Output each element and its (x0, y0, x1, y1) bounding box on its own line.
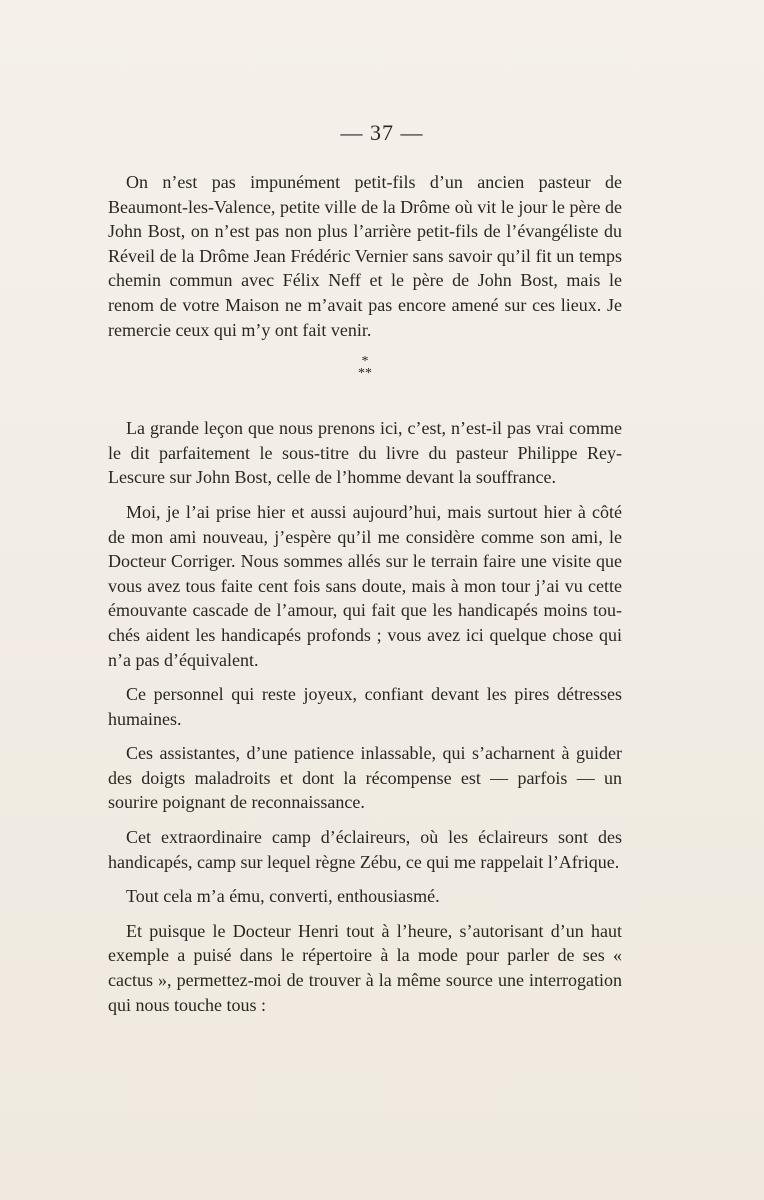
section-separator (108, 356, 622, 380)
paragraph: Cet extraordinaire camp d’éclaireurs, où les éclaireurs sont des handicapés, camp sur lequel règne Zébu, ce qui me rappelait l’Afrique. (108, 827, 622, 872)
paragraph: Ce personnel qui reste joyeux, confiant devant les pires détresses humaines. (108, 684, 622, 729)
paragraph: Ces assistantes, d’une patience inlassable, qui s’acharnent à guider des doigts maladroits et dont la récompense est — parfois — un sourire poignant de reconnaissance. (108, 743, 622, 813)
document-body (108, 170, 622, 1027)
paragraph: Tout cela m’a ému, converti, enthousiasmé. (126, 886, 440, 907)
separator-asterisk-bottom: ** (358, 366, 372, 382)
paragraph: Moi, je l’ai prise hier et aussi aujourd’hui, mais surtout hier à côté de mon ami nouveau, j’espère qu’il me considère comme son ami, le Docteur Corriger. Nous sommes allés sur le terrain faire une visite que vous avez tous faite cent fois sans doute, mais à mon tour j’ai vu cette émouvante cascade de l’amour, qui fait que les handicapés moins touchés aident les handicapés profonds ; vous avez ici quelque chose qui n’a pas d’équivalent. (108, 501, 622, 670)
page-number: — 37 — (340, 120, 424, 145)
paragraph: Et puisque le Docteur Henri tout à l’heure, s’autorisant d’un haut exemple a puisé dans le répertoire à la mode pour parler de ses « cactus », permettez-moi de trouver à la même source une interrogation qui nous touche tous : (108, 920, 622, 1015)
paragraph: La grande leçon que nous prenons ici, c’est, n’est-il pas vrai comme le dit parfaitement le sous-titre du livre du pasteur Philippe Rey-Lescure sur John Bost, celle de l’homme devant la souffrance. (108, 418, 622, 488)
paragraph: On n’est pas impunément petit-fils d’un ancien pasteur de Beaumont-les-Valence, petite ville de la Drôme où vit le jour le père de John Bost, on n’est pas non plus l’arrière petit-fils de l’évangéliste du Réveil de la Drôme Jean Frédéric Vernier sans savoir qu’il fit un temps chemin commun avec Félix Neff et le père de John Bost, mais le renom de votre Maison ne m’avait pas encore amené sur ces lieux. Je remercie ceux qui m’y ont fait venir. (108, 172, 622, 340)
separator-asterisk-top: * (361, 354, 369, 370)
